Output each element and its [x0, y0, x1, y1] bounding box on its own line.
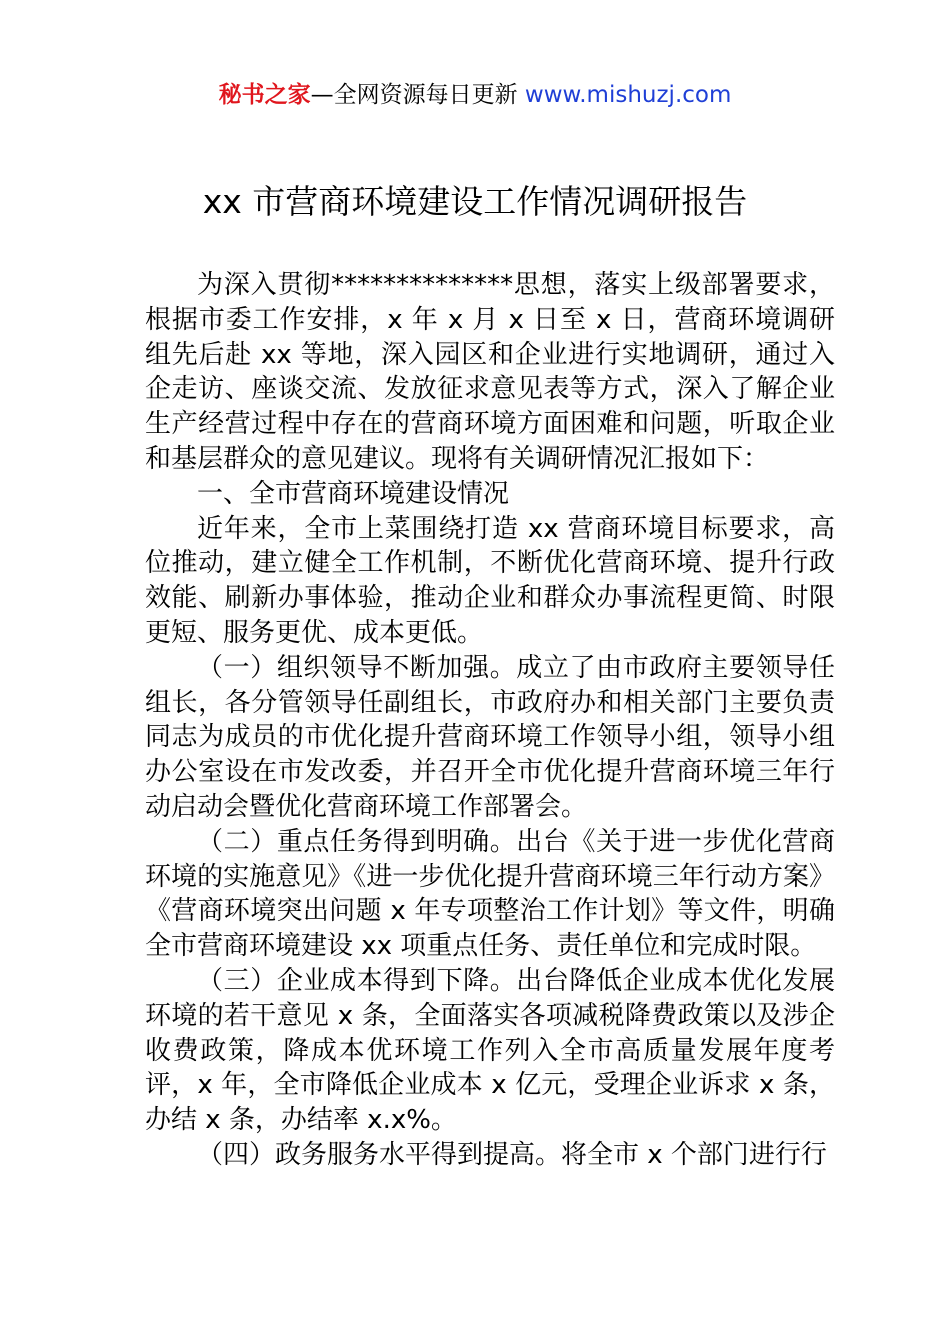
item-3-paragraph: （三）企业成本得到下降。出台降低企业成本优化发展环境的若干意见 x 条，全面落实各项减税降费政策以及涉企收费政策，降成本优环境工作列入全市高质量发展年度考评，x 年，全市降低企业成本 x 亿元，受理企业诉求 x 条，办结 x 条，办结率 x.x%。 [145, 965, 835, 1136]
item-4-paragraph: （四）政务服务水平得到提高。将全市 x 个部门进行行 [197, 1139, 827, 1170]
item-2-paragraph: （二）重点任务得到明确。出台《关于进一步优化营商环境的实施意见》《进一步优化提升营商环境三年行动方案》《营商环境突出问题 x 年专项整治工作计划》等文件，明确全市营商环境建设 xx 项重点任务、责任单位和完成时限。 [145, 826, 835, 962]
overview-paragraph: 近年来，全市上菜围绕打造 xx 营商环境目标要求，高位推动，建立健全工作机制，不断优化营商环境、提升行政效能、刷新办事体验，推动企业和群众办事流程更简、时限更短、服务更优、成本更低。 [145, 513, 835, 648]
page-header [0, 78, 950, 112]
site-name: 秘书之家 [218, 82, 311, 108]
item-1-paragraph: （一）组织领导不断加强。成立了由市政府主要领导任组长，各分管领导任副组长，市政府办和相关部门主要负责同志为成员的市优化提升营商环境工作领导小组，领导小组办公室设在市发改委，并召开全市优化提升营商环境三年行动启动会暨优化营商环境工作部署会。 [145, 652, 835, 822]
site-tagline: —全网资源每日更新 [310, 82, 525, 108]
document-body [145, 268, 835, 1173]
document-title: xx 市营商环境建设工作情况调研报告 [202, 182, 748, 221]
intro-paragraph: 为深入贯彻**************思想，落实上级部署要求，根据市委工作安排，x 年 x 月 x 日至 x 日，营商环境调研组先后赴 xx 等地，深入园区和企业进行实地调研，通过入企走访、座谈交流、发放征求意见表等方式，深入了解企业生产经营过程中存在的营商环境方面困难和问题，听取企业和基层群众的意见建议。现将有关调研情况汇报如下： [145, 270, 835, 474]
site-url-link[interactable]: www.mishuzj.com [524, 82, 732, 108]
section-heading: 一、全市营商环境建设情况 [197, 478, 510, 509]
